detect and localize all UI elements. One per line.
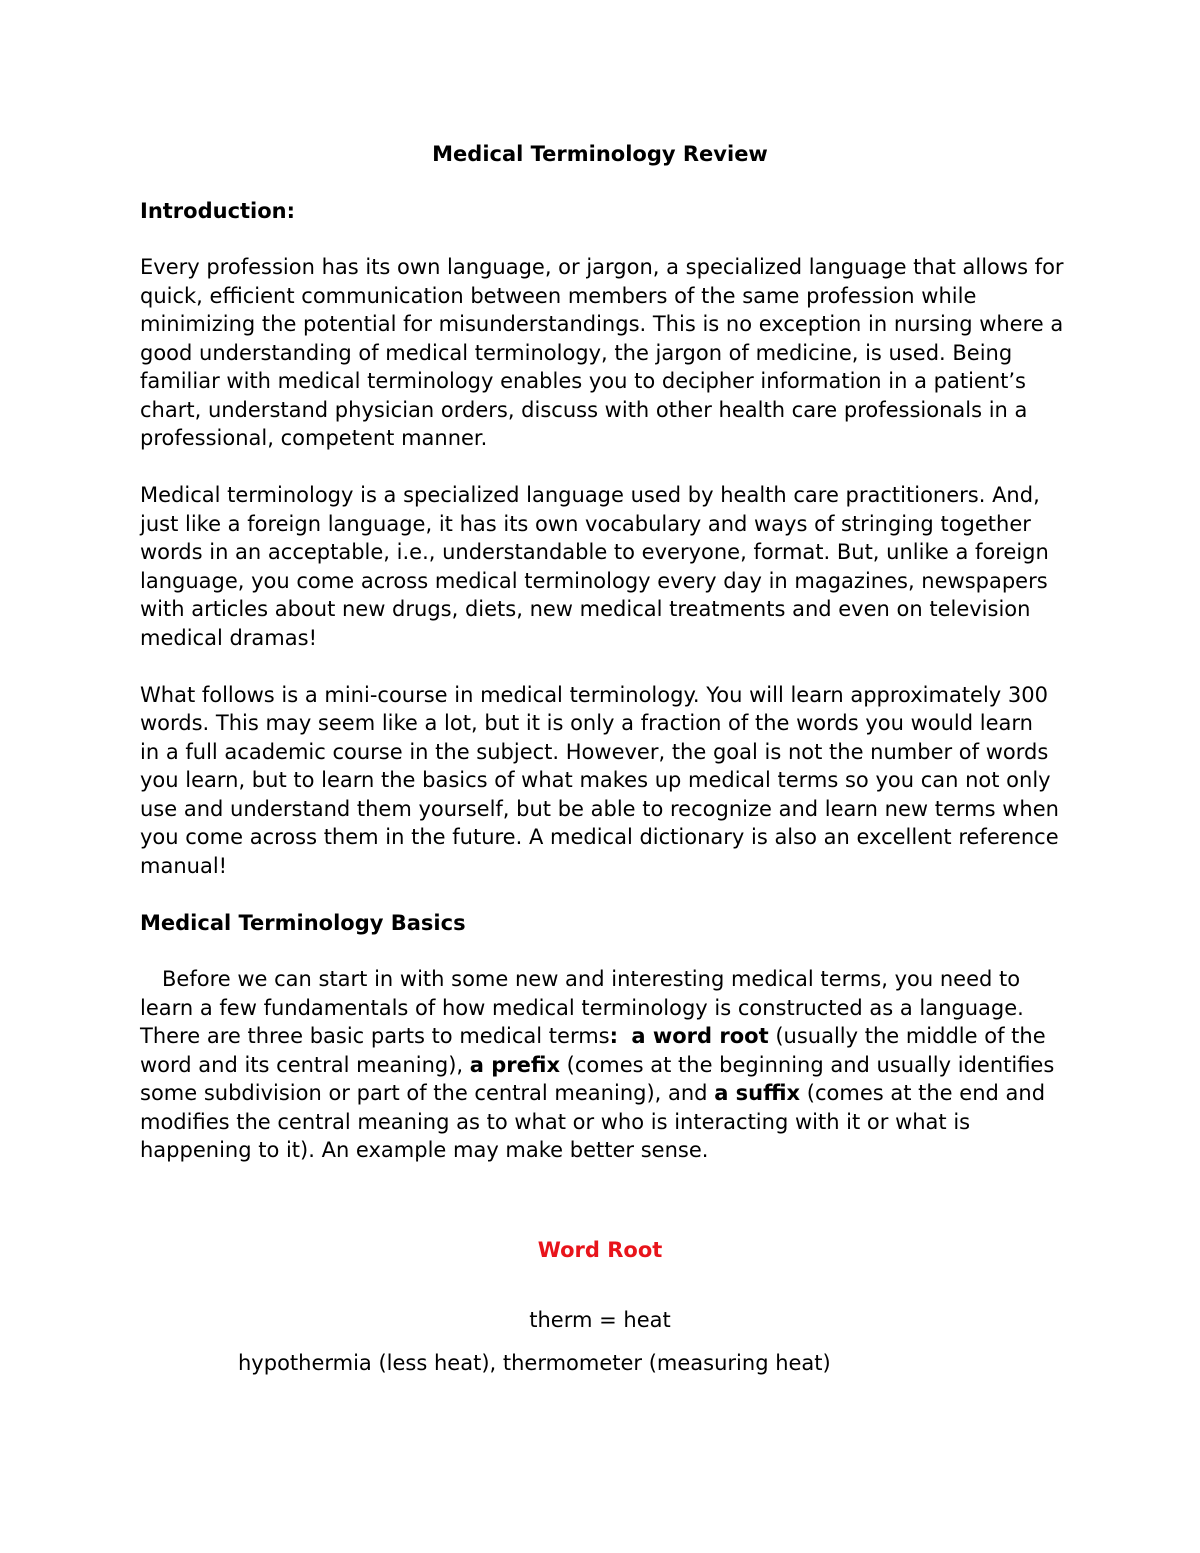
word-root-term: a word root	[631, 1024, 769, 1048]
intro-paragraph-2	[140, 481, 1060, 652]
paragraph-line: just like a foreign language, it has its own vocabulary and ways of stringing together	[140, 511, 1031, 536]
paragraph-line: manual!	[140, 853, 228, 878]
paragraph-line: modifies the central meaning as to what or who is interacting with it or what is	[140, 1109, 971, 1134]
paragraph-line: in a full academic course in the subject. However, the goal is not the number of words	[140, 739, 1049, 764]
paragraph-line: familiar with medical terminology enables you to decipher information in a patient’s	[140, 369, 1026, 393]
basics-heading: Medical Terminology Basics	[140, 910, 466, 935]
text-run: word and its central meaning),	[140, 1052, 470, 1077]
paragraph-line: happening to it). An example may make better sense.	[140, 1138, 709, 1162]
text-run: some subdivision or part of the central meaning), and	[140, 1081, 715, 1105]
text-run: (comes at the beginning and usually identifies	[560, 1052, 1055, 1077]
basics-paragraph	[140, 965, 1060, 1165]
word-root-definition: therm = heat	[529, 1308, 671, 1332]
paragraph-line: medical dramas!	[140, 625, 317, 650]
intro-paragraph-1	[140, 253, 1064, 453]
paragraph-line: Every profession has its own language, or jargon, a specialized language that allows for	[140, 255, 1064, 279]
paragraph-line	[140, 1051, 1060, 1080]
paragraph-line: quick, efficient communication between members of the same profession while	[140, 283, 977, 308]
paragraph-line: minimizing the potential for misunderstandings. This is no exception in nursing where a	[140, 312, 1064, 336]
intro-paragraph-3	[140, 681, 1060, 881]
paragraph-line: chart, understand physician orders, discuss with other health care professionals in a	[140, 397, 1028, 422]
paragraph-line: use and understand them yourself, but be able to recognize and learn new terms when	[140, 796, 1059, 821]
paragraph-line: Medical terminology is a specialized language used by health care practitioners. And,	[140, 483, 1040, 507]
text-run: (usually the middle of the	[768, 1024, 1046, 1048]
colon-bold: :	[609, 1024, 619, 1048]
text-run: There are three basic parts to medical terms	[140, 1024, 610, 1048]
word-root-examples: hypothermia (less heat), thermometer (measuring heat)	[238, 1350, 831, 1375]
paragraph-line	[140, 1079, 1060, 1108]
paragraph-line: you learn, but to learn the basics of what makes up medical terms so you can not only	[140, 768, 1051, 792]
paragraph-line: words in an acceptable, i.e., understandable to everyone, format. But, unlike a foreign	[140, 540, 1049, 564]
paragraph-line: language, you come across medical terminology every day in magazines, newspapers	[140, 568, 1048, 593]
paragraph-line: with articles about new drugs, diets, new medical treatments and even on television	[140, 597, 1031, 621]
suffix-term: a suffix	[714, 1081, 801, 1105]
paragraph-line	[140, 1022, 1060, 1051]
paragraph-line: learn a few fundamentals of how medical terminology is constructed as a language.	[140, 995, 1024, 1020]
introduction-heading: Introduction:	[140, 198, 296, 223]
text-run: (comes at the end and	[800, 1081, 1046, 1105]
paragraph-line: What follows is a mini-course in medical terminology. You will learn approximately 300	[140, 682, 1048, 707]
paragraph-line: you come across them in the future. A medical dictionary is also an excellent reference	[140, 825, 1059, 849]
paragraph-line: good understanding of medical terminology, the jargon of medicine, is used. Being	[140, 340, 1013, 365]
word-root-title: Word Root	[537, 1237, 663, 1262]
paragraph-line: words. This may seem like a lot, but it is only a fraction of the words you would learn	[140, 711, 1033, 735]
paragraph-line: Before we can start in with some new and interesting medical terms, you need to	[162, 967, 1021, 991]
paragraph-line: professional, competent manner.	[140, 426, 488, 450]
document-page	[140, 140, 1064, 1377]
document-title: Medical Terminology Review	[432, 142, 768, 166]
prefix-term: a prefix	[469, 1052, 560, 1077]
